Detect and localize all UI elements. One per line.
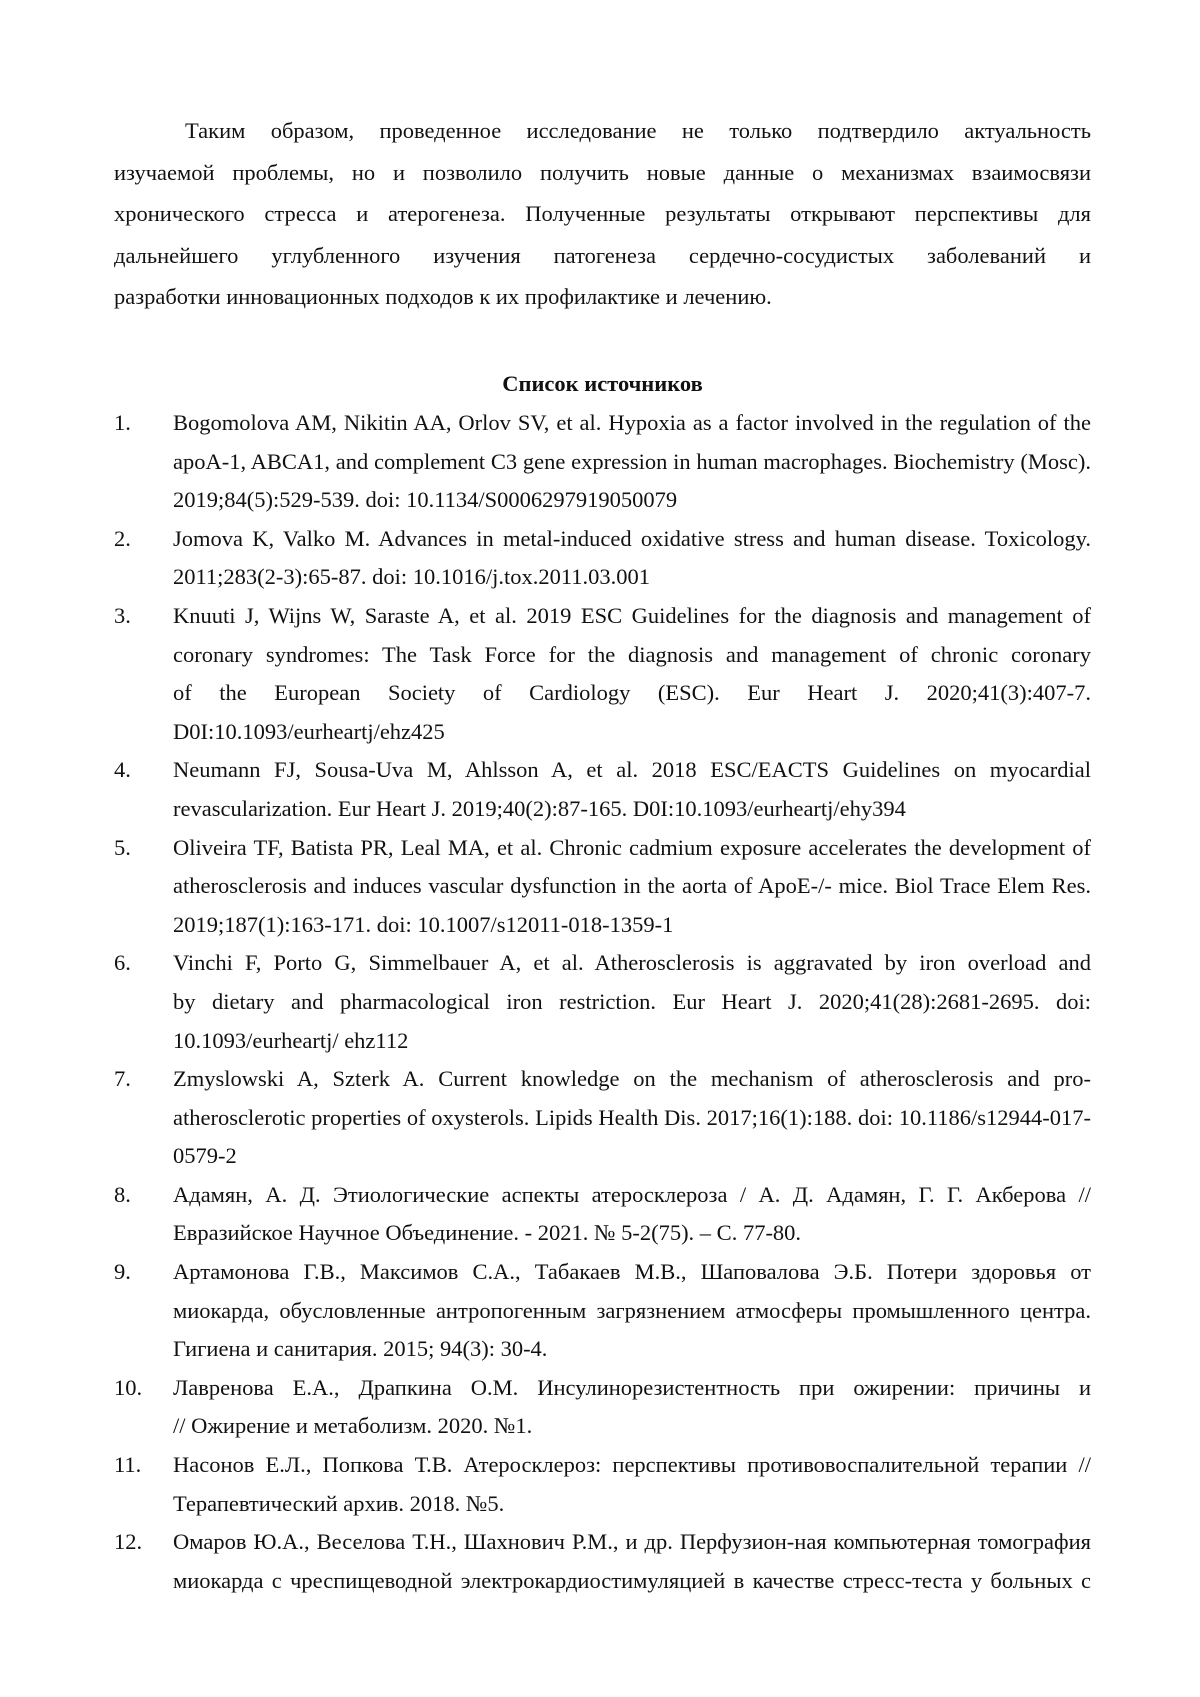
reference-number: 3. (114, 597, 131, 636)
references-list (114, 404, 1091, 1600)
reference-item (114, 944, 1091, 1060)
reference-line: apoA-1, ABCA1, and complement C3 gene expression in human macrophages. Biochemistry (Mosc). (173, 443, 1091, 482)
reference-line: 2019;187(1):163-171. doi: 10.1007/s12011-018-1359-1 (173, 906, 1091, 945)
reference-line: 0579-2 (173, 1137, 1091, 1176)
reference-line: atherosclerotic properties of oxysterols. Lipids Health Dis. 2017;16(1):188. doi: 10.1186/s12944-017- (173, 1099, 1091, 1138)
reference-item (114, 520, 1091, 597)
reference-number: 5. (114, 829, 131, 868)
reference-item (114, 404, 1091, 520)
reference-number: 1. (114, 404, 131, 443)
reference-number: 2. (114, 520, 131, 559)
reference-line: Zmyslowski A, Szterk A. Current knowledge on the mechanism of atherosclerosis and pro- (173, 1060, 1091, 1099)
paragraph-line: Таким образом, проведенное исследование не только подтвердило актуальность (114, 110, 1091, 152)
reference-line: Терапевтический архив. 2018. №5. (173, 1485, 1091, 1524)
reference-text (173, 1369, 1091, 1446)
reference-line: миокарда, обусловленные антропогенным загрязнением атмосферы промышленного центра. (173, 1292, 1091, 1331)
reference-line: coronary syndromes: The Task Force for the diagnosis and management of chronic coronary (173, 636, 1091, 675)
reference-line: Лавренова Е.А., Драпкина О.М. Инсулинорезистентность при ожирении: причины и (173, 1369, 1091, 1408)
reference-number: 4. (114, 751, 131, 790)
reference-item (114, 1060, 1091, 1176)
reference-line: 2019;84(5):529-539. doi: 10.1134/S0006297919050079 (173, 481, 1091, 520)
reference-number: 9. (114, 1253, 131, 1292)
reference-text (173, 1446, 1091, 1523)
reference-number: 7. (114, 1060, 131, 1099)
reference-line: Гигиена и санитария. 2015; 94(3): 30-4. (173, 1330, 1091, 1369)
reference-line: of the European Society of Cardiology (ESC). Eur Heart J. 2020;41(3):407-7. (173, 674, 1091, 713)
reference-line: Артамонова Г.В., Максимов С.А., Табакаев М.В., Шаповалова Э.Б. Потери здоровья от (173, 1253, 1091, 1292)
reference-line: Евразийское Научное Объединение. - 2021. № 5-2(75). – С. 77-80. (173, 1214, 1091, 1253)
reference-text (173, 944, 1091, 1060)
reference-line: миокарда с чреспищеводной электрокардиостимуляцией в качестве стресс-теста у больных с (173, 1562, 1091, 1601)
paragraph-line: дальнейшего углубленного изучения патогенеза сердечно-сосудистых заболеваний и (114, 235, 1091, 277)
reference-line: Jomova K, Valko M. Advances in metal-induced oxidative stress and human disease. Toxicology. (173, 520, 1091, 559)
reference-item (114, 1369, 1091, 1446)
reference-item (114, 1176, 1091, 1253)
reference-text (173, 597, 1091, 751)
reference-line: revascularization. Eur Heart J. 2019;40(2):87-165. D0I:10.1093/eurheartj/ehy394 (173, 790, 1091, 829)
reference-item (114, 1446, 1091, 1523)
reference-text (173, 1176, 1091, 1253)
reference-line: Oliveira TF, Batista PR, Leal MA, et al. Chronic cadmium exposure accelerates the development of (173, 829, 1091, 868)
paragraph-line: разработки инновационных подходов к их профилактике и лечению. (114, 276, 1091, 318)
reference-text (173, 1060, 1091, 1176)
reference-item (114, 751, 1091, 828)
reference-line: Neumann FJ, Sousa-Uva M, Ahlsson A, et al. 2018 ESC/EACTS Guidelines on myocardial (173, 751, 1091, 790)
reference-number: 11. (114, 1446, 141, 1485)
reference-text (173, 751, 1091, 828)
reference-text (173, 404, 1091, 520)
reference-line: atherosclerosis and induces vascular dysfunction in the aorta of ApoE-/- mice. Biol Trace Elem Res. (173, 867, 1091, 906)
reference-number: 12. (114, 1523, 142, 1562)
conclusion-paragraph (114, 110, 1091, 318)
reference-number: 10. (114, 1369, 142, 1408)
reference-line: D0I:10.1093/eurheartj/ehz425 (173, 713, 1091, 752)
reference-item (114, 1523, 1091, 1600)
reference-text (173, 829, 1091, 945)
reference-line: Адамян, А. Д. Этиологические аспекты атеросклероза / А. Д. Адамян, Г. Г. Акберова // (173, 1176, 1091, 1215)
reference-text (173, 520, 1091, 597)
reference-item (114, 1253, 1091, 1369)
reference-number: 8. (114, 1176, 131, 1215)
reference-line: Knuuti J, Wijns W, Saraste A, et al. 2019 ESC Guidelines for the diagnosis and management of (173, 597, 1091, 636)
reference-item (114, 597, 1091, 751)
paragraph-line: изучаемой проблемы, но и позволило получить новые данные о механизмах взаимосвязи (114, 152, 1091, 194)
reference-line: Омаров Ю.А., Веселова Т.Н., Шахнович Р.М., и др. Перфузион-ная компьютерная томография (173, 1523, 1091, 1562)
reference-line: 10.1093/eurheartj/ ehz112 (173, 1022, 1091, 1061)
reference-line: Vinchi F, Porto G, Simmelbauer A, et al. Atherosclerosis is aggravated by iron overload and (173, 944, 1091, 983)
reference-text (173, 1253, 1091, 1369)
reference-line: // Ожирение и метаболизм. 2020. №1. (173, 1407, 1091, 1446)
reference-item (114, 829, 1091, 945)
reference-line: Насонов Е.Л., Попкова Т.В. Атеросклероз: перспективы противовоспалительной терапии // (173, 1446, 1091, 1485)
reference-number: 6. (114, 944, 131, 983)
reference-line: Bogomolova AM, Nikitin AA, Orlov SV, et al. Hypoxia as a factor involved in the regulation of the (173, 404, 1091, 443)
reference-text (173, 1523, 1091, 1600)
reference-line: by dietary and pharmacological iron restriction. Eur Heart J. 2020;41(28):2681-2695. doi: (173, 983, 1091, 1022)
references-heading: Список источников (114, 364, 1091, 404)
reference-line: 2011;283(2-3):65-87. doi: 10.1016/j.tox.2011.03.001 (173, 558, 1091, 597)
paragraph-line: хронического стресса и атерогенеза. Полученные результаты открывают перспективы для (114, 193, 1091, 235)
